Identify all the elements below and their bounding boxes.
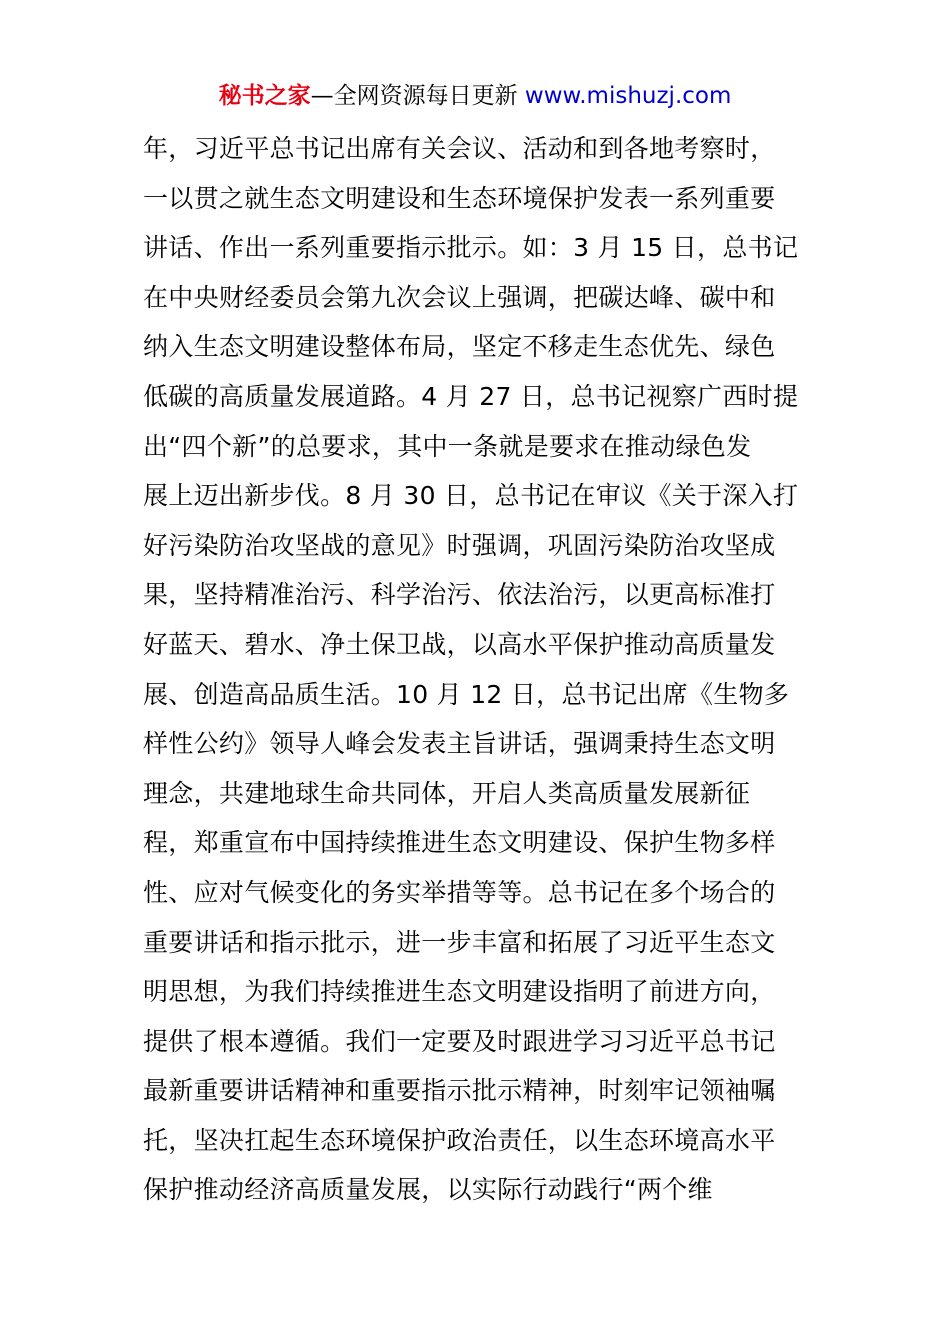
body-line: 讲话、作出一系列重要指示批示。如：3 月 15 日，总书记 bbox=[143, 233, 799, 263]
brand-name: 秘书之家 bbox=[218, 83, 311, 109]
body-line: 提供了根本遵循。我们一定要及时跟进学习习近平总书记 bbox=[143, 1026, 776, 1056]
site-url: www.mishuzj.com bbox=[524, 83, 732, 109]
body-line: 一以贯之就生态文明建设和生态环境保护发表一系列重要 bbox=[143, 183, 776, 213]
body-line: 重要讲话和指示批示，进一步丰富和拓展了习近平生态文 bbox=[143, 927, 776, 957]
body-line: 果，坚持精准治污、科学治污、依法治污，以更高标准打 bbox=[143, 580, 776, 610]
body-line: 性、应对气候变化的务实举措等等。总书记在多个场合的 bbox=[143, 877, 776, 907]
body-line: 年，习近平总书记出席有关会议、活动和到各地考察时， bbox=[143, 134, 776, 163]
body-line: 展上迈出新步伐。8 月 30 日，总书记在审议《关于深入打 bbox=[143, 481, 799, 511]
body-line: 好蓝天、碧水、净土保卫战，以高水平保护推动高质量发 bbox=[143, 629, 776, 659]
body-line: 样性公约》领导人峰会发表主旨讲话，强调秉持生态文明 bbox=[143, 729, 776, 759]
body-line: 程，郑重宣布中国持续推进生态文明建设、保护生物多样 bbox=[143, 828, 776, 858]
body-line: 在中央财经委员会第九次会议上强调，把碳达峰、碳中和 bbox=[143, 282, 776, 312]
body-line: 好污染防治攻坚战的意见》时强调，巩固污染防治攻坚成 bbox=[143, 530, 776, 560]
body-line: 明思想，为我们持续推进生态文明建设指明了前进方向， bbox=[143, 977, 776, 1007]
body-line: 最新重要讲话精神和重要指示批示精神，时刻牢记领袖嘱 bbox=[143, 1076, 776, 1106]
page-header bbox=[0, 80, 950, 112]
body-line: 托，坚决扛起生态环境保护政治责任，以生态环境高水平 bbox=[143, 1125, 776, 1155]
body-line: 保护推动经济高质量发展，以实际行动践行“两个维 bbox=[143, 1175, 713, 1205]
body-line: 低碳的高质量发展道路。4 月 27 日，总书记视察广西时提 bbox=[143, 381, 799, 411]
body-line: 理念，共建地球生命共同体，开启人类高质量发展新征 bbox=[143, 778, 751, 808]
document-body bbox=[143, 124, 813, 1215]
body-line: 出“四个新”的总要求，其中一条就是要求在推动绿色发 bbox=[143, 431, 752, 461]
body-line: 纳入生态文明建设整体布局，坚定不移走生态优先、绿色 bbox=[143, 332, 776, 362]
header-tagline: —全网资源每日更新 bbox=[310, 83, 518, 109]
body-line: 展、创造高品质生活。10 月 12 日，总书记出席《生物多 bbox=[143, 679, 790, 709]
